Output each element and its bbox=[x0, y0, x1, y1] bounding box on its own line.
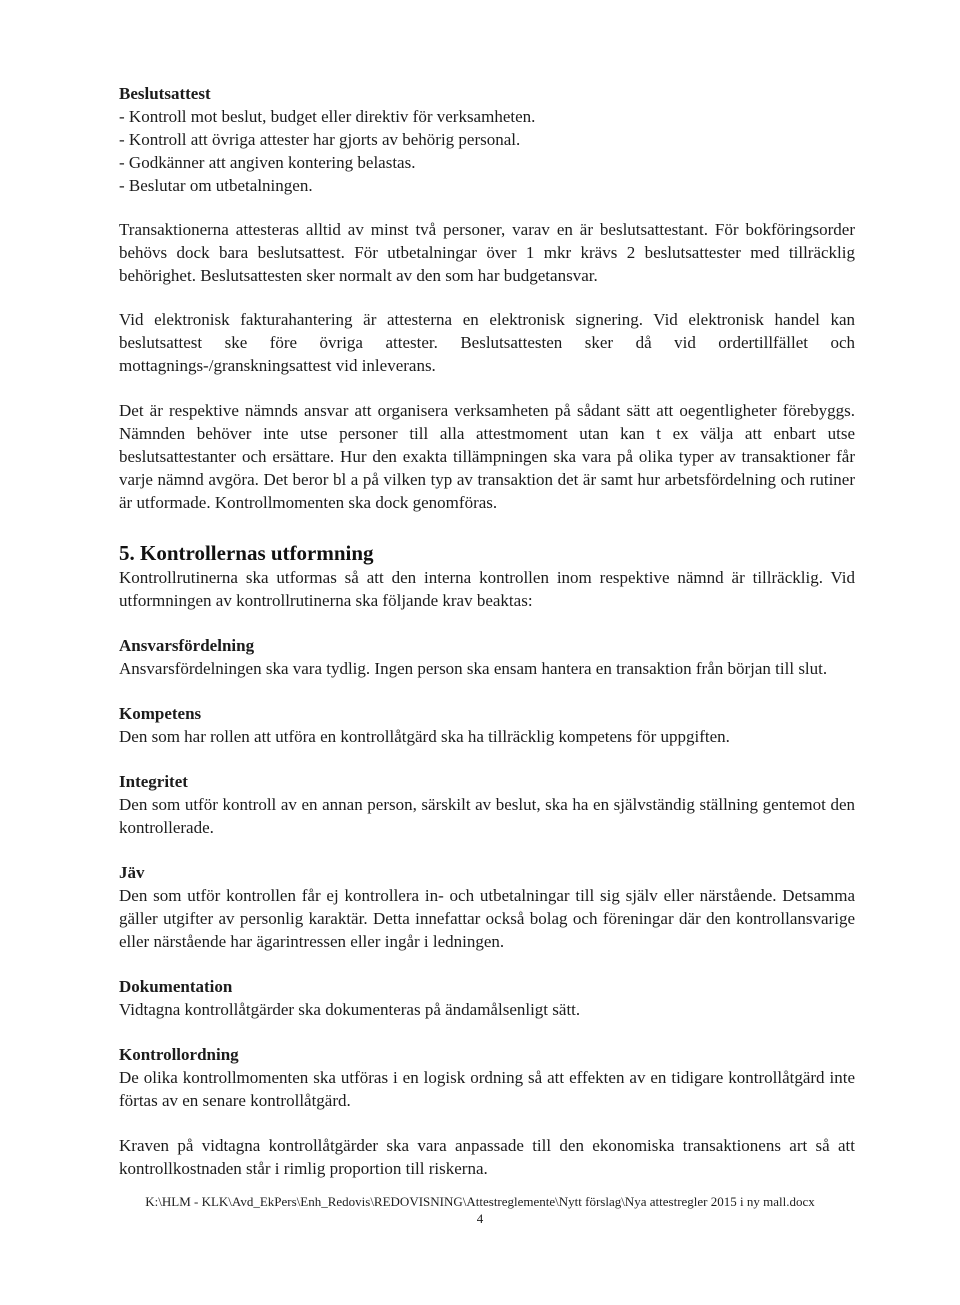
heading-beslutsattest: Beslutsattest bbox=[119, 84, 211, 103]
paragraph-electronic-signing: Vid elektronisk fakturahantering är attesterna en elektronisk signering. Vid elektronisk handel kan beslutsattest ske före övriga attester. Beslutsattesten sker då vid ordertillfället och mottagnings-/granskningsattest vid inleverans. bbox=[119, 310, 855, 375]
text-jav: Den som utför kontrollen får ej kontrollera in- och utbetalningar till sig själv eller närstående. Detsamma gäller utgifter av personlig karaktär. Detta innefattar också bolag och föreningar där den kontrollansvarige eller närstående har ägarintressen eller ingår i ledningen. bbox=[119, 886, 855, 951]
paragraph-attest-persons: Transaktionerna attesteras alltid av minst två personer, varav en är beslutsattestant. För bokföringsorder behövs dock bara beslutsattest. För utbetalningar över 1 mkr krävs 2 beslutsattester med tillräcklig behörighet. Beslutsattesten sker normalt av den som har budgetansvar. bbox=[119, 220, 855, 285]
heading-jav: Jäv bbox=[119, 863, 145, 882]
heading-dokumentation: Dokumentation bbox=[119, 977, 233, 996]
section-title: 5. Kontrollernas utformning bbox=[119, 541, 374, 565]
closing-paragraph: Kraven på vidtagna kontrollåtgärder ska vara anpassade till den ekonomiska transaktionens art så att kontrollkostnaden står i rimlig proportion till riskerna. bbox=[119, 1136, 855, 1178]
text-kontrollordning: De olika kontrollmomenten ska utföras i en logisk ordning så att effekten av en tidigare kontrollåtgärd inte förtas av en senare kontrollåtgärd. bbox=[119, 1068, 855, 1110]
page-number: 4 bbox=[476, 1211, 484, 1226]
page-footer bbox=[100, 1194, 860, 1226]
section-intro: Kontrollrutinerna ska utformas så att den interna kontrollen inom respektive nämnd är tillräcklig. Vid utformningen av kontrollrutinerna ska följande krav beaktas: bbox=[119, 568, 855, 610]
list-item: - Beslutar om utbetalningen. bbox=[119, 176, 313, 195]
list-item: - Kontroll mot beslut, budget eller direktiv för verksamheten. bbox=[119, 107, 536, 126]
footer-file-path: K:\HLM - KLK\Avd_EkPers\Enh_Redovis\REDOVISNING\Attestreglemente\Nytt förslag\Nya attestregler 2015 i ny mall.docx bbox=[145, 1194, 815, 1209]
list-item: - Kontroll att övriga attester har gjorts av behörig personal. bbox=[119, 130, 521, 149]
heading-ansvarsfordelning: Ansvarsfördelning bbox=[119, 636, 255, 655]
text-dokumentation: Vidtagna kontrollåtgärder ska dokumenteras på ändamålsenligt sätt. bbox=[119, 1000, 581, 1019]
list-item: - Godkänner att angiven kontering belastas. bbox=[119, 153, 416, 172]
text-kompetens: Den som har rollen att utföra en kontrollåtgärd ska ha tillräcklig kompetens för uppgiften. bbox=[119, 727, 730, 746]
text-integritet: Den som utför kontroll av en annan person, särskilt av beslut, ska ha en självständig ställning gentemot den kontrollerade. bbox=[119, 795, 855, 837]
heading-kontrollordning: Kontrollordning bbox=[119, 1045, 239, 1064]
text-ansvarsfordelning: Ansvarsfördelningen ska vara tydlig. Ingen person ska ensam hantera en transaktion från början till slut. bbox=[119, 659, 828, 678]
paragraph-responsibility: Det är respektive nämnds ansvar att organisera verksamheten på sådant sätt att oegentligheter förebyggs. Nämnden behöver inte utse personer till alla attestmoment utan kan t ex välja att enbart utse beslutsattestanter och ersättare. Hur den exakta tillämpningen ska vara på olika typer av transaktioner får varje nämnd avgöra. Det beror bl a på vilken typ av transaktion det är samt hur arbetsfördelning och rutiner är utformade. Kontrollmomenten ska dock genomföras. bbox=[119, 401, 855, 512]
heading-integritet: Integritet bbox=[119, 772, 188, 791]
document-body bbox=[119, 82, 855, 1180]
heading-kompetens: Kompetens bbox=[119, 704, 202, 723]
